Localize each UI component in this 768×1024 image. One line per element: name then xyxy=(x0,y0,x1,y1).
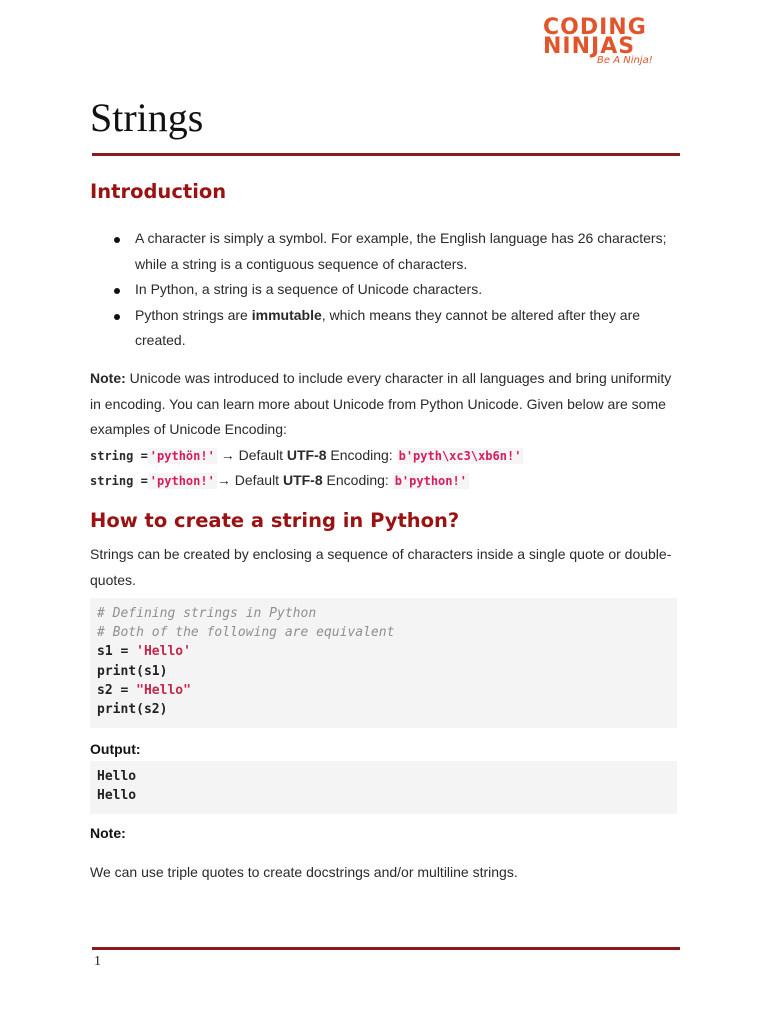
encoding-mid-text: Encoding: xyxy=(326,447,397,463)
code-comment: # Both of the following are equivalent xyxy=(97,625,395,641)
title-divider xyxy=(92,153,680,156)
list-item xyxy=(90,277,690,303)
code-text: s2 = xyxy=(97,682,137,698)
section-heading-create-string: How to create a string in Python? xyxy=(90,509,460,532)
bullet-text-post: , which means they cannot be altered after they are created. xyxy=(135,306,641,348)
list-item xyxy=(90,226,690,277)
encoding-value: 'pythön!' xyxy=(149,449,215,463)
logo-word-1: CODING xyxy=(543,15,647,40)
page-title: Strings xyxy=(90,95,204,140)
encoding-arrow-text: → Default xyxy=(216,447,287,463)
encoding-var: string = xyxy=(90,474,148,488)
bullet-text-bold: immutable xyxy=(251,306,322,323)
bullet-icon xyxy=(114,314,120,320)
code-line: print(s2) xyxy=(97,702,168,718)
intro-bullet-list xyxy=(90,226,690,354)
unicode-note xyxy=(90,366,680,443)
page-number: 1 xyxy=(94,954,101,969)
code-string: "Hello" xyxy=(136,682,191,698)
note-text: Unicode was introduced to include every character in all languages and bring uniformity in encoding. You can learn more about Unicode from Python Unicode. Given below are some examples of Unicode Encoding: xyxy=(90,370,672,437)
code-line: print(s1) xyxy=(97,663,168,679)
code-block xyxy=(90,598,677,728)
output-line: Hello xyxy=(97,788,137,804)
list-item xyxy=(90,303,690,354)
bullet-text: A character is simply a symbol. For example, the English language has 26 characters; while a string is a contiguous sequence of characters. xyxy=(135,230,667,272)
encoding-example xyxy=(90,445,523,466)
bullet-icon xyxy=(114,288,120,294)
encoding-result: b'pyth\xc3\xb6n!' xyxy=(398,449,522,463)
logo-word-2: NINJAS xyxy=(543,34,636,59)
encoding-value: 'python!' xyxy=(149,474,215,488)
encoding-example xyxy=(90,470,469,491)
encoding-mid-text: Encoding: xyxy=(322,472,393,488)
create-string-description: Strings can be created by enclosing a sequence of characters inside a single quote or double-quotes. xyxy=(90,546,672,588)
bullet-text-pre: Python strings are xyxy=(135,306,252,323)
output-label: Output: xyxy=(90,741,141,757)
bullet-text: In Python, a string is a sequence of Unicode characters. xyxy=(135,281,483,297)
logo-tagline: Be A Ninja! xyxy=(597,55,653,66)
coding-ninjas-logo xyxy=(543,14,661,70)
encoding-arrow-text: → Default xyxy=(216,472,283,488)
encoding-var: string = xyxy=(90,449,148,463)
docstring-note-text: We can use triple quotes to create docstrings and/or multiline strings. xyxy=(90,864,518,880)
code-line xyxy=(97,642,670,661)
note-label: Note: xyxy=(90,825,126,841)
encoding-name: UTF-8 xyxy=(282,472,323,488)
bullet-icon xyxy=(114,237,120,243)
output-line: Hello xyxy=(97,769,137,784)
note-label: Note: xyxy=(90,370,126,386)
output-block xyxy=(90,761,677,814)
section-heading-introduction: Introduction xyxy=(90,180,227,203)
code-comment: # Defining strings in Python xyxy=(97,606,317,621)
footer-divider xyxy=(92,947,680,950)
code-line xyxy=(97,681,670,700)
encoding-name: UTF-8 xyxy=(286,447,327,463)
code-text: s1 = xyxy=(97,644,137,660)
code-string: 'Hello' xyxy=(136,644,191,660)
encoding-result: b'python!' xyxy=(394,474,467,488)
